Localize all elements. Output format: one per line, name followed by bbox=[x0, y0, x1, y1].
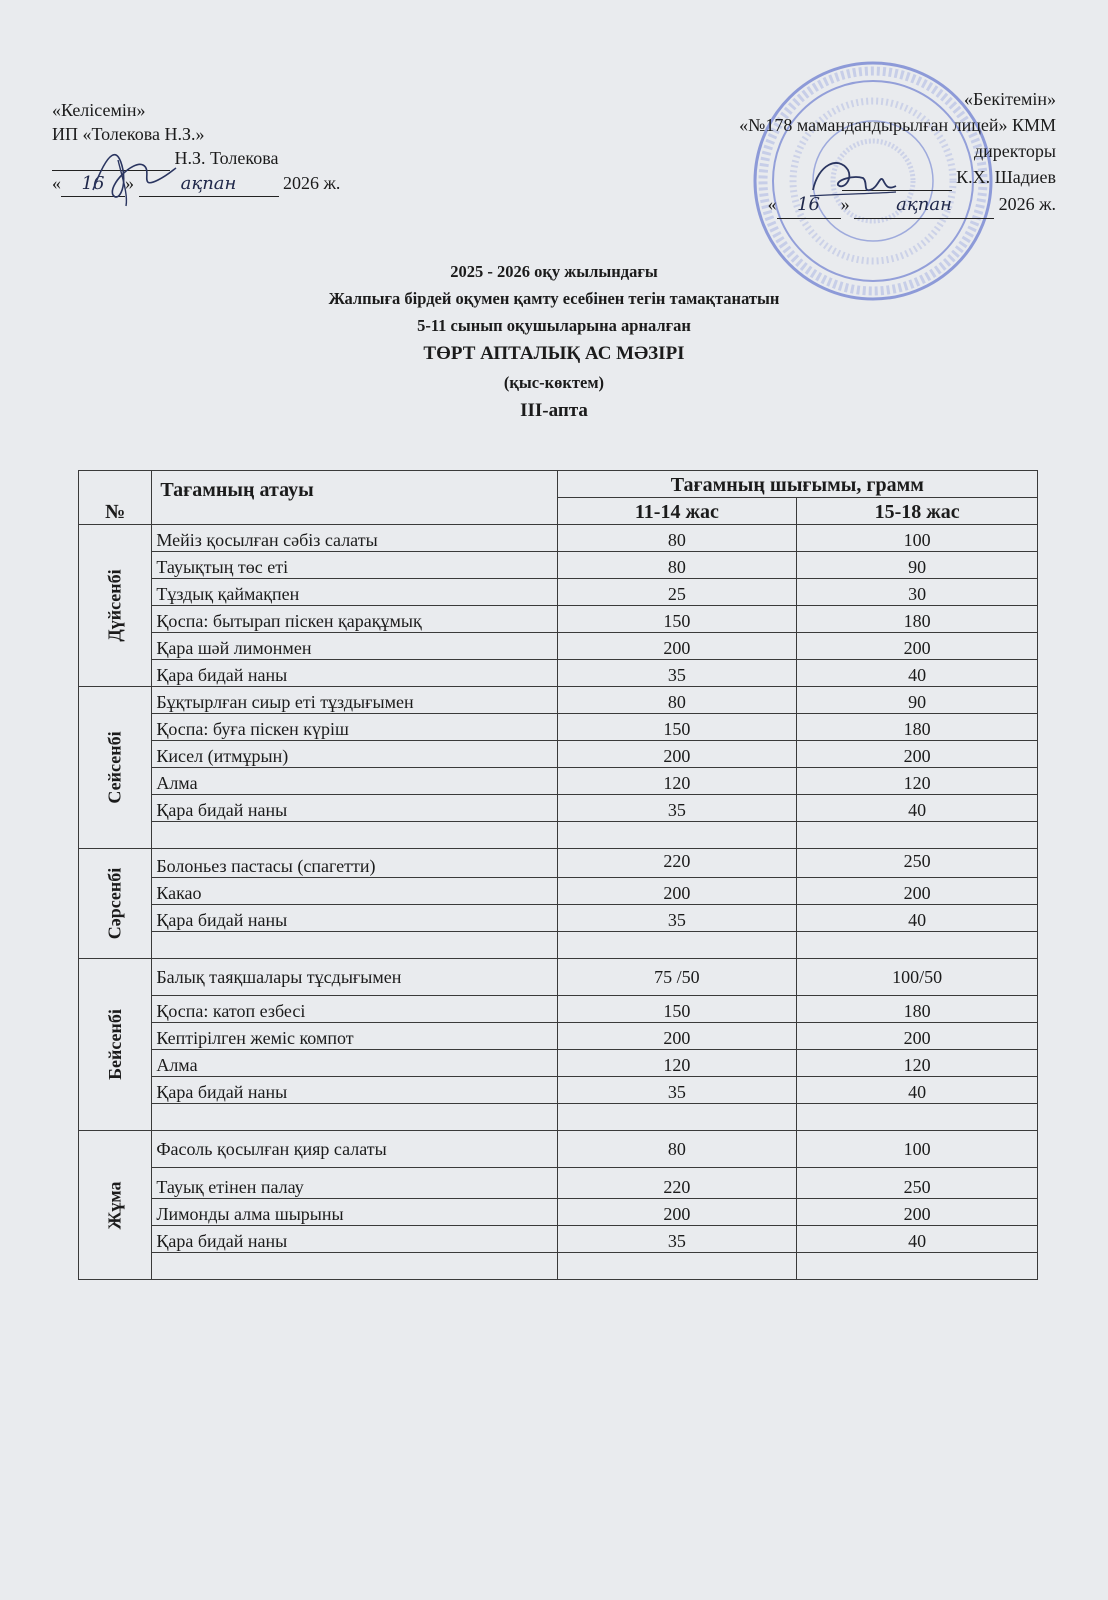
dish-name: Мейіз қосылған сәбіз салаты bbox=[152, 525, 557, 552]
output-15-18: 40 bbox=[797, 905, 1038, 932]
output-15-18: 40 bbox=[797, 1077, 1038, 1104]
dish-name: Тауық етінен палау bbox=[152, 1168, 557, 1199]
menu-table-body bbox=[79, 525, 1038, 1280]
dish-name: Қара бидай наны bbox=[152, 795, 557, 822]
header-age-11-14: 11-14 жас bbox=[557, 498, 797, 525]
output-11-14: 200 bbox=[557, 1023, 797, 1050]
output-15-18: 180 bbox=[797, 606, 1038, 633]
approval-right-label: «Бекітемін» bbox=[964, 89, 1056, 109]
dish-name: Тұздық қаймақпен bbox=[152, 579, 557, 606]
output-15-18: 100 bbox=[797, 525, 1038, 552]
dish-name: Қоспа: бытырап піскен қарақұмық bbox=[152, 606, 557, 633]
table-row bbox=[79, 1199, 1038, 1226]
date-close-quote: » bbox=[125, 173, 134, 193]
table-row bbox=[79, 1226, 1038, 1253]
output-15-18: 40 bbox=[797, 1226, 1038, 1253]
title-line-2: Жалпыға бірдей оқумен қамту есебінен тегін тамақтанатын bbox=[328, 289, 780, 308]
output-15-18: 40 bbox=[797, 660, 1038, 687]
output-11-14: 75 /50 bbox=[557, 959, 797, 996]
output-11-14: 35 bbox=[557, 1077, 797, 1104]
table-row bbox=[79, 741, 1038, 768]
table-row bbox=[79, 849, 1038, 878]
output-11-14: 80 bbox=[557, 525, 797, 552]
empty-cell bbox=[797, 822, 1038, 849]
day-cell bbox=[79, 1131, 152, 1280]
title-line-5: (қыс-көктем) bbox=[503, 373, 605, 392]
output-15-18: 90 bbox=[797, 552, 1038, 579]
table-row bbox=[79, 525, 1038, 552]
header-dish-name: Тағамның атауы bbox=[152, 471, 557, 525]
approval-left-label: «Келісемін» bbox=[52, 100, 146, 120]
output-15-18: 100/50 bbox=[797, 959, 1038, 996]
output-15-18: 200 bbox=[797, 633, 1038, 660]
approval-left-signer: Н.З. Толекова bbox=[174, 148, 279, 168]
header-number: № bbox=[79, 471, 152, 525]
day-label: Дүйсенбі bbox=[104, 569, 125, 642]
approval-right-position: директоры bbox=[973, 141, 1056, 161]
dish-name: Қара бидай наны bbox=[152, 660, 557, 687]
dish-name: Қара шәй лимонмен bbox=[152, 633, 557, 660]
output-15-18: 120 bbox=[797, 768, 1038, 795]
table-row bbox=[79, 1131, 1038, 1168]
menu-table bbox=[78, 470, 1038, 1280]
dish-name: Кептірілген жеміс компот bbox=[152, 1023, 557, 1050]
output-15-18: 200 bbox=[797, 1023, 1038, 1050]
table-row-empty bbox=[79, 1104, 1038, 1131]
date-open-quote: « bbox=[767, 194, 777, 214]
table-row bbox=[79, 878, 1038, 905]
table-row bbox=[79, 552, 1038, 579]
output-15-18: 30 bbox=[797, 579, 1038, 606]
output-11-14: 80 bbox=[557, 1131, 797, 1168]
table-row bbox=[79, 660, 1038, 687]
date-year: 2026 ж. bbox=[283, 173, 341, 193]
table-row-empty bbox=[79, 1253, 1038, 1280]
approval-right-signer: К.Х. Шадиев bbox=[956, 167, 1056, 187]
output-11-14: 35 bbox=[557, 660, 797, 687]
title-line-3: 5-11 сынып оқушыларына арналған bbox=[417, 316, 691, 335]
dish-name: Қара бидай наны bbox=[152, 1077, 557, 1104]
dish-name: Қоспа: буға піскен күріш bbox=[152, 714, 557, 741]
empty-cell bbox=[152, 1253, 557, 1280]
day-cell bbox=[79, 687, 152, 849]
empty-cell bbox=[152, 1104, 557, 1131]
table-row bbox=[79, 1050, 1038, 1077]
output-11-14: 80 bbox=[557, 552, 797, 579]
table-row bbox=[79, 996, 1038, 1023]
dish-name: Қара бидай наны bbox=[152, 905, 557, 932]
output-11-14: 150 bbox=[557, 714, 797, 741]
table-row bbox=[79, 1168, 1038, 1199]
day-label: Жұма bbox=[104, 1181, 125, 1229]
table-row bbox=[79, 606, 1038, 633]
empty-cell bbox=[557, 822, 797, 849]
dish-name: Балық таяқшалары тұсдығымен bbox=[152, 959, 557, 996]
output-15-18: 250 bbox=[797, 1168, 1038, 1199]
approval-right-org: «№178 мамандандырылған лицей» КММ bbox=[739, 115, 1056, 135]
day-cell bbox=[79, 525, 152, 687]
empty-cell bbox=[797, 932, 1038, 959]
dish-name: Кисел (итмұрын) bbox=[152, 741, 557, 768]
dish-name: Тауықтың төс еті bbox=[152, 552, 557, 579]
output-11-14: 120 bbox=[557, 1050, 797, 1077]
table-row-empty bbox=[79, 932, 1038, 959]
date-day: 16 bbox=[61, 172, 125, 197]
empty-cell bbox=[797, 1104, 1038, 1131]
output-11-14: 150 bbox=[557, 996, 797, 1023]
table-row bbox=[79, 905, 1038, 932]
dish-name: Алма bbox=[152, 768, 557, 795]
date-open-quote: « bbox=[52, 173, 61, 193]
empty-cell bbox=[152, 932, 557, 959]
output-11-14: 120 bbox=[557, 768, 797, 795]
output-11-14: 150 bbox=[557, 606, 797, 633]
output-15-18: 180 bbox=[797, 996, 1038, 1023]
dish-name: Какао bbox=[152, 878, 557, 905]
output-15-18: 200 bbox=[797, 741, 1038, 768]
output-15-18: 200 bbox=[797, 1199, 1038, 1226]
output-11-14: 200 bbox=[557, 878, 797, 905]
table-row bbox=[79, 579, 1038, 606]
day-label: Сейсенбі bbox=[104, 731, 125, 804]
date-day: 16 bbox=[777, 192, 841, 219]
title-line-6: ІІІ-апта bbox=[520, 400, 588, 421]
output-15-18: 250 bbox=[797, 849, 1038, 878]
day-cell bbox=[79, 849, 152, 959]
output-15-18: 40 bbox=[797, 795, 1038, 822]
empty-cell bbox=[557, 1104, 797, 1131]
dish-name: Қоспа: катоп езбесі bbox=[152, 996, 557, 1023]
dish-name: Болоньез пастасы (спагетти) bbox=[152, 849, 557, 878]
output-15-18: 90 bbox=[797, 687, 1038, 714]
table-row bbox=[79, 959, 1038, 996]
output-11-14: 220 bbox=[557, 849, 797, 878]
output-15-18: 180 bbox=[797, 714, 1038, 741]
table-row bbox=[79, 714, 1038, 741]
date-month: ақпан bbox=[854, 192, 994, 219]
output-11-14: 35 bbox=[557, 905, 797, 932]
output-11-14: 200 bbox=[557, 1199, 797, 1226]
output-15-18: 100 bbox=[797, 1131, 1038, 1168]
empty-cell bbox=[557, 932, 797, 959]
date-close-quote: » bbox=[840, 194, 850, 214]
output-15-18: 120 bbox=[797, 1050, 1038, 1077]
title-line-1: 2025 - 2026 оқу жылындағы bbox=[450, 262, 658, 281]
table-row bbox=[79, 795, 1038, 822]
output-11-14: 35 bbox=[557, 795, 797, 822]
date-month: ақпан bbox=[139, 172, 279, 197]
output-11-14: 25 bbox=[557, 579, 797, 606]
header-age-15-18: 15-18 жас bbox=[797, 498, 1038, 525]
header-output: Тағамның шығымы, грамм bbox=[557, 471, 1037, 498]
day-label: Бейсенбі bbox=[104, 1009, 125, 1080]
day-label: Сәрсенбі bbox=[104, 867, 125, 940]
title-line-4: ТӨРТ АПТАЛЫҚ АС МӘЗІРІ bbox=[423, 343, 685, 364]
dish-name: Алма bbox=[152, 1050, 557, 1077]
day-cell bbox=[79, 959, 152, 1131]
table-row bbox=[79, 633, 1038, 660]
table-row bbox=[79, 1077, 1038, 1104]
empty-cell bbox=[557, 1253, 797, 1280]
output-11-14: 35 bbox=[557, 1226, 797, 1253]
document-title-block bbox=[0, 258, 1108, 426]
empty-cell bbox=[797, 1253, 1038, 1280]
table-row bbox=[79, 687, 1038, 714]
output-11-14: 200 bbox=[557, 633, 797, 660]
output-11-14: 220 bbox=[557, 1168, 797, 1199]
dish-name: Қара бидай наны bbox=[152, 1226, 557, 1253]
dish-name: Фасоль қосылған қияр салаты bbox=[152, 1131, 557, 1168]
table-row bbox=[79, 1023, 1038, 1050]
approval-left-org: ИП «Толекова Н.З.» bbox=[52, 124, 205, 144]
output-11-14: 200 bbox=[557, 741, 797, 768]
dish-name: Лимонды алма шырыны bbox=[152, 1199, 557, 1226]
dish-name: Бұқтырлған сиыр еті тұздығымен bbox=[152, 687, 557, 714]
table-row bbox=[79, 768, 1038, 795]
date-year: 2026 ж. bbox=[998, 194, 1056, 214]
signature-left-icon bbox=[88, 140, 178, 210]
table-row-empty bbox=[79, 822, 1038, 849]
output-11-14: 80 bbox=[557, 687, 797, 714]
empty-cell bbox=[152, 822, 557, 849]
output-15-18: 200 bbox=[797, 878, 1038, 905]
signature-right-icon bbox=[808, 150, 898, 210]
